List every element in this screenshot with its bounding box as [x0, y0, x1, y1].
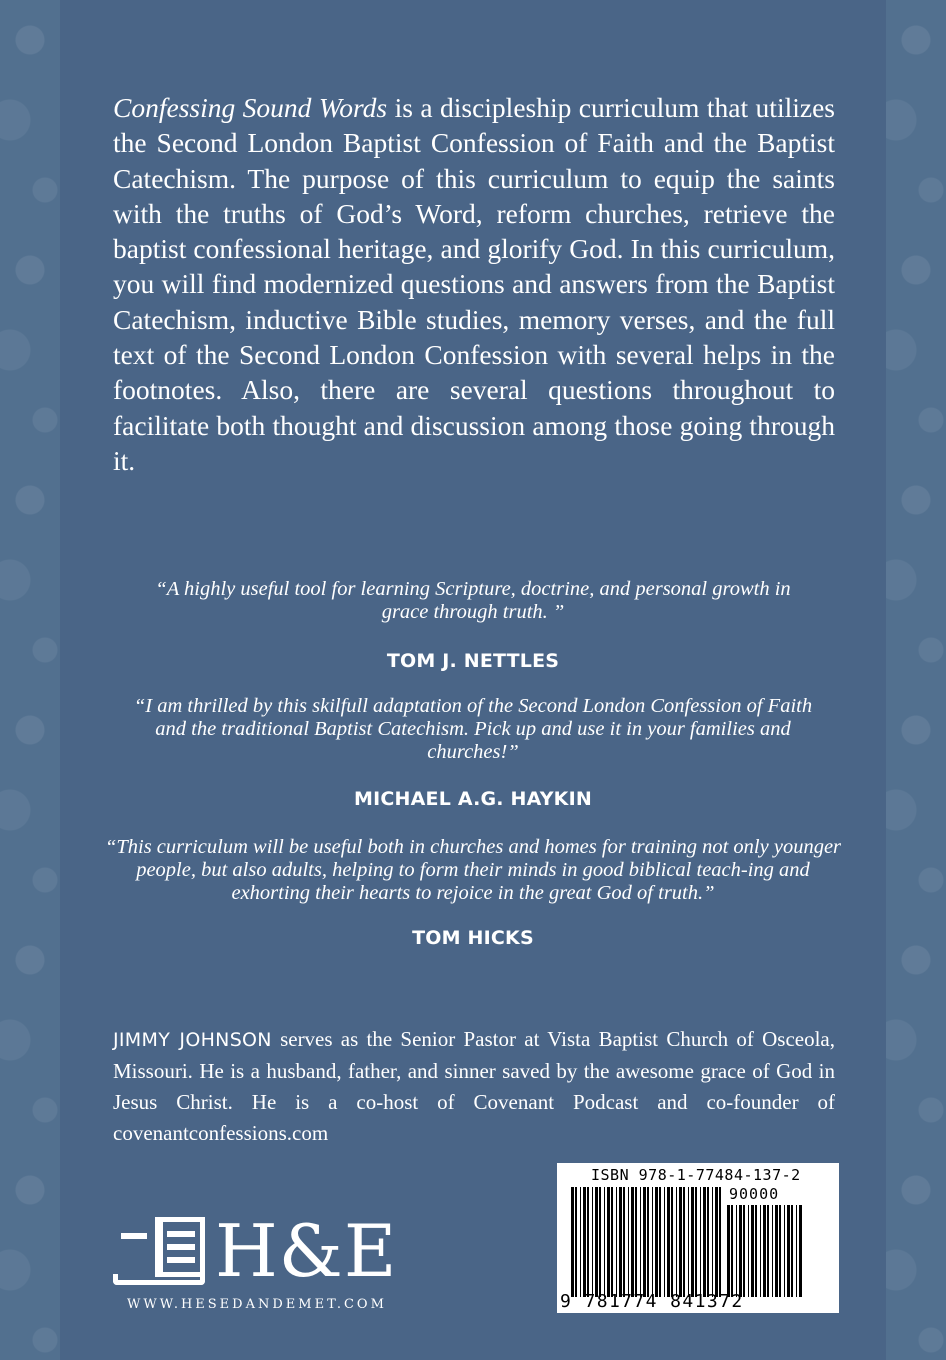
barcode-bar	[688, 1187, 689, 1297]
barcode-bar	[779, 1205, 781, 1297]
barcode-bar	[671, 1187, 673, 1297]
barcode-bar	[652, 1187, 653, 1297]
barcode-bar	[611, 1187, 613, 1297]
barcode-bar	[736, 1205, 737, 1297]
barcode-bar	[659, 1187, 661, 1297]
barcode-bar	[751, 1205, 754, 1297]
barcode-bar	[775, 1205, 778, 1297]
barcode-bar	[571, 1187, 574, 1297]
barcode-bar	[616, 1187, 617, 1297]
endorsement-author: MICHAEL A.G. HAYKIN	[354, 788, 592, 810]
book-title: Confessing Sound Words	[113, 92, 388, 123]
description-text: is a discipleship curriculum that utilizes the Second London Baptist Confession of Faith and the Baptist Catechism. The purpose of this curriculum to equip the saints with the truths of God’s Word, reform churches, retrieve the baptist confessional heritage, and glorify God. In this curriculum, you will find modernized questions and answers from the Baptist Catechism, inductive Bible studies, memory verses, and the full text of the Second London Confession with several helps in the footnotes. Also, there are several questions throughout to facilitate both thought and discussion among those going through it.	[113, 92, 835, 476]
barcode-bar	[595, 1187, 598, 1297]
barcode-bar	[667, 1187, 670, 1297]
barcode-bar	[599, 1187, 601, 1297]
barcode-bar	[683, 1187, 685, 1297]
barcode-bar	[695, 1187, 697, 1297]
decorative-pattern-right	[886, 0, 946, 1360]
barcode-bar	[739, 1205, 742, 1297]
barcode-bar	[707, 1187, 709, 1297]
endorsement-quote: “This curriculum will be useful both in churches and homes for training not only younger people, but also adults, helping to form their minds in good biblical teach-ing and exhorting their hearts to rejoice in the great God of truth.”	[104, 836, 842, 904]
barcode-bar	[583, 1187, 586, 1297]
author-bio	[113, 1024, 835, 1149]
book-description	[113, 90, 835, 478]
barcode-bar	[703, 1187, 706, 1297]
bio-text: serves as the Senior Pastor at Vista Baptist Church of Osceola, Missouri. He is a husband, father, and sinner saved by the awesome grace of God in Jesus Christ. He is a co-host of Covenant Podcast and co-founder of covenantconfessions.com	[113, 1027, 836, 1145]
decorative-pattern-left	[0, 0, 60, 1360]
barcode-bar	[640, 1187, 641, 1297]
author-name: JIMMY JOHNSON	[113, 1029, 272, 1051]
barcode-bar	[664, 1187, 665, 1297]
barcode-bar	[587, 1187, 589, 1297]
barcode-bar	[631, 1187, 634, 1297]
barcode-bar	[607, 1187, 610, 1297]
barcode-bar	[628, 1187, 629, 1297]
barcode-bar	[743, 1205, 745, 1297]
barcode-bar	[655, 1187, 658, 1297]
isbn-barcode	[557, 1163, 839, 1313]
barcode-bar	[643, 1187, 646, 1297]
barcode-bar	[592, 1187, 593, 1297]
barcode-bar	[715, 1187, 718, 1297]
price-addon: 90000	[729, 1185, 780, 1203]
barcode-bar	[575, 1187, 577, 1297]
barcode-bar	[799, 1205, 802, 1297]
publisher-url: WWW.HESEDANDEMET.COM	[127, 1297, 387, 1312]
barcode-bar	[679, 1187, 682, 1297]
barcode-bar	[767, 1205, 769, 1297]
isbn-label: ISBN 978-1-77484-137-2	[591, 1166, 801, 1184]
barcode-bar	[719, 1187, 721, 1297]
barcode-bar	[580, 1187, 581, 1297]
publisher-logo	[113, 1209, 398, 1312]
endorsement-2	[90, 695, 856, 810]
addon-bars	[727, 1205, 805, 1297]
barcode-bar	[787, 1205, 790, 1297]
barcode-bar	[647, 1187, 649, 1297]
publisher-name: H&E	[215, 1209, 398, 1293]
barcode-bar	[700, 1187, 701, 1297]
barcode-bar	[731, 1205, 733, 1297]
barcode-bar	[691, 1187, 694, 1297]
barcode-bar	[784, 1205, 785, 1297]
barcode-bars	[571, 1187, 723, 1297]
endorsement-1	[90, 578, 856, 672]
barcode-bar	[727, 1205, 730, 1297]
endorsement-author: TOM HICKS	[412, 927, 534, 949]
barcode-bar	[772, 1205, 773, 1297]
barcode-bar	[623, 1187, 625, 1297]
barcode-bar	[763, 1205, 766, 1297]
barcode-bar	[796, 1205, 797, 1297]
barcode-bar	[748, 1205, 749, 1297]
barcode-bar	[760, 1205, 761, 1297]
barcode-bar	[635, 1187, 637, 1297]
barcode-bar	[791, 1205, 793, 1297]
endorsement-3	[90, 836, 856, 949]
open-book-icon	[113, 1217, 209, 1285]
barcode-bar	[755, 1205, 757, 1297]
barcode-bar	[604, 1187, 605, 1297]
endorsement-author: TOM J. NETTLES	[386, 650, 560, 672]
barcode-bar	[619, 1187, 622, 1297]
barcode-bar	[676, 1187, 677, 1297]
barcode-bar	[712, 1187, 713, 1297]
barcode-digits: 9 781774 841372	[560, 1291, 744, 1312]
endorsement-quote: “I am thrilled by this skilfull adaptation of the Second London Confession of Faith and the traditional Baptist Catechism. Pick up and use it in your families and churches!”	[133, 695, 813, 763]
endorsement-quote: “A highly useful tool for learning Scripture, doctrine, and personal growth in grace through truth. ”	[155, 578, 791, 623]
